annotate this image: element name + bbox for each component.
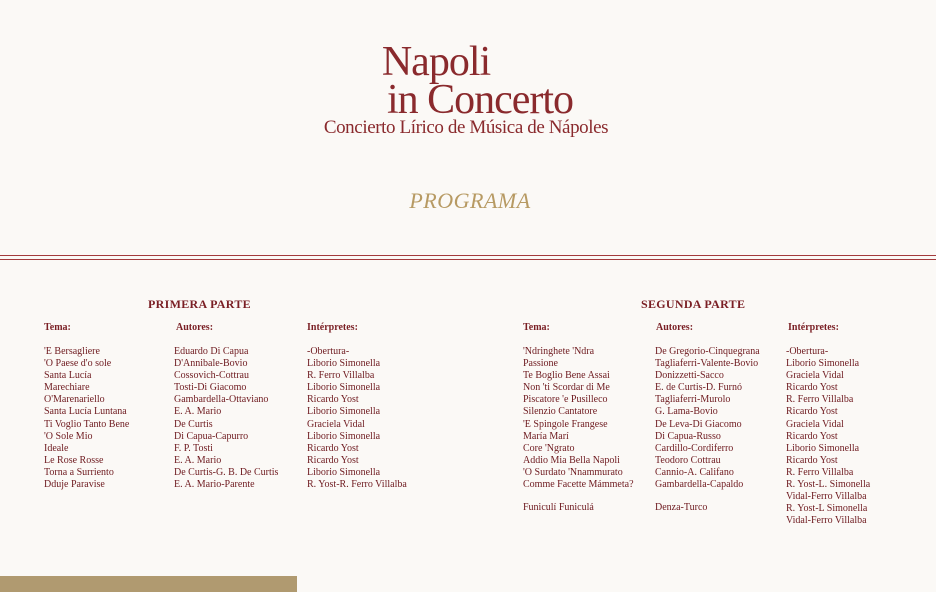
segunda-tema-list [523, 346, 634, 514]
list-item: Ricardo Yost [307, 442, 359, 454]
list-item: Liborio Simonella [786, 358, 860, 370]
list-item: Eduardo Di Capua [174, 346, 249, 357]
list-item: Funiculí Funiculá [523, 502, 594, 514]
list-item: Ricardo Yost [786, 382, 838, 394]
list-item: Ideale [44, 442, 69, 454]
list-item: Le Rose Rosse [44, 454, 104, 466]
list-item: G. Lama-Bovio [655, 406, 718, 418]
list-item: Non 'ti Scordar di Me [523, 382, 610, 394]
list-item: Liborio Simonella [307, 358, 381, 370]
list-item: De Curtis-G. B. De Curtis [174, 466, 279, 478]
list-item: 'O Paese d'o sole [44, 358, 112, 370]
list-item: De Leva-Di Giacomo [655, 418, 742, 430]
list-item: D'Annibale-Bovio [174, 358, 248, 370]
list-item: Silenzio Cantatore [523, 406, 598, 418]
list-item: Santa Lucía Luntana [44, 406, 127, 418]
list-item: Piscatore 'e Pusilleco [523, 394, 608, 406]
list-item: Te Boglio Bene Assai [523, 370, 610, 382]
programa-heading: PROGRAMA [409, 188, 531, 213]
divider-rule-bottom [0, 259, 936, 260]
list-item: Cannio-A. Califano [655, 466, 734, 478]
list-item: Comme Facette Mámmeta? [523, 479, 634, 491]
list-item: R. Ferro Villalba [786, 394, 854, 406]
list-item: Dduje Paravise [44, 479, 105, 491]
list-item: R. Yost-L. Simonella [786, 479, 871, 491]
primera-autores-list [174, 346, 278, 491]
list-item: Ricardo Yost [786, 454, 838, 466]
list-item: E. A. Mario-Parente [174, 479, 255, 491]
list-item: Tosti-Di Giacomo [174, 382, 247, 394]
list-item: 'Ndringhete 'Ndra [523, 346, 595, 357]
list-item: Denza-Turco [655, 502, 708, 514]
list-item: Gambardella-Ottaviano [174, 394, 269, 406]
list-item: Marechiare [44, 382, 90, 394]
list-item: Santa Lucía [44, 370, 92, 382]
list-item: Liborio Simonella [307, 406, 381, 418]
list-item: O'Marenariello [44, 394, 105, 406]
list-item: Cossovich-Cottrau [174, 370, 249, 382]
list-item: Addio Mia Bella Napoli [523, 454, 620, 466]
list-item: E. A. Mario [174, 454, 222, 466]
list-item: Liborio Simonella [307, 430, 381, 442]
segunda-autores-header: Autores: [656, 322, 694, 333]
list-item: Vidal-Ferro Villalba [786, 515, 867, 527]
list-item: María Marí [523, 430, 569, 442]
primera-autores-header: Autores: [176, 322, 214, 333]
list-item: F. P. Tosti [174, 442, 213, 454]
list-item: -Obertura- [307, 346, 350, 357]
list-item: R. Yost-R. Ferro Villalba [307, 479, 407, 491]
list-item: Liborio Simonella [307, 382, 381, 394]
list-item: Liborio Simonella [307, 466, 381, 478]
list-item: Di Capua-Capurro [174, 430, 249, 442]
list-item: De Curtis [174, 418, 213, 430]
title-in-concerto: in Concerto [386, 77, 574, 123]
list-item: R. Yost-L Simonella [786, 503, 868, 515]
segunda-autores-list [655, 346, 760, 514]
list-item: Ricardo Yost [786, 430, 838, 442]
list-item: Graciela Vidal [786, 370, 844, 382]
list-item: Ricardo Yost [307, 454, 359, 466]
list-item: Di Capua-Russo [655, 430, 721, 442]
list-item: E. A. Mario [174, 406, 222, 418]
list-item: Graciela Vidal [307, 418, 365, 430]
list-item: 'O Surdato 'Nnammurato [523, 466, 623, 478]
list-item: -Obertura- [786, 346, 829, 357]
list-item: Tagliaferri-Murolo [655, 394, 731, 406]
segunda-interpretes-header: Intérpretes: [788, 322, 839, 333]
list-item: 'E Spingole Frangese [523, 418, 608, 430]
subtitle: Concierto Lírico de Música de Nápoles [323, 117, 609, 138]
list-item: R. Ferro Villalba [786, 466, 854, 478]
list-item: Tagliaferri-Valente-Bovio [655, 358, 759, 370]
list-item: Gambardella-Capaldo [655, 479, 744, 491]
list-item: Graciela Vidal [786, 418, 844, 430]
segunda-parte-title: SEGUNDA PARTE [641, 297, 746, 311]
list-item: 'O Sole Mio [44, 430, 93, 442]
primera-tema-list [44, 346, 129, 491]
list-item: Ricardo Yost [307, 394, 359, 406]
primera-parte-title: PRIMERA PARTE [148, 297, 251, 311]
list-item: Donizzetti-Sacco [655, 370, 724, 382]
list-item: Passione [523, 358, 558, 370]
segunda-interpretes-list [786, 346, 870, 527]
title-napoli: Napoli [381, 39, 491, 85]
list-item: Core 'Ngrato [523, 442, 575, 454]
list-item: Teodoro Cottrau [655, 454, 721, 466]
list-item: Vidal-Ferro Villalba [786, 491, 867, 503]
list-item: Cardillo-Cordiferro [655, 442, 734, 454]
list-item: E. de Curtis-D. Furnó [655, 382, 742, 394]
list-item: Torna a Surriento [44, 466, 114, 478]
list-item: Liborio Simonella [786, 442, 860, 454]
decorative-corner-band [0, 576, 297, 592]
list-item: Ti Voglio Tanto Bene [44, 418, 130, 430]
segunda-tema-header: Tema: [523, 322, 550, 333]
primera-interpretes-list [307, 346, 407, 491]
primera-interpretes-header: Intérpretes: [307, 322, 358, 333]
divider-rule-top [0, 255, 936, 256]
list-item: R. Ferro Villalba [307, 370, 375, 382]
list-item: De Gregorio-Cinquegrana [655, 346, 760, 357]
list-item: 'E Bersagliere [44, 346, 100, 357]
primera-tema-header: Tema: [44, 322, 71, 333]
list-item: Ricardo Yost [786, 406, 838, 418]
